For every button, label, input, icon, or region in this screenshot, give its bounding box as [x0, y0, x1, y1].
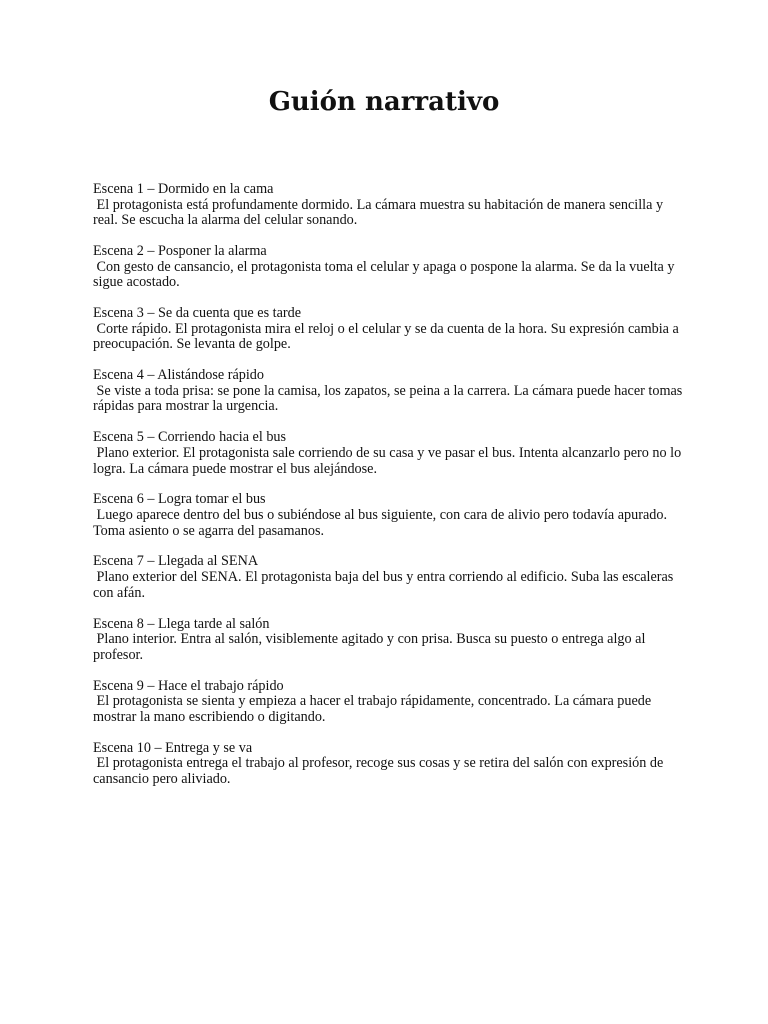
scene-heading: Escena 10 – Entrega y se va [93, 739, 253, 756]
scene-heading: Escena 9 – Hace el trabajo rápido [93, 677, 284, 694]
scene-heading: Escena 7 – Llegada al SENA [93, 553, 259, 570]
scene-item [93, 367, 686, 415]
scene-heading: Escena 4 – Alistándose rápido [93, 367, 264, 384]
scene-item [93, 430, 683, 477]
scene-item [93, 306, 683, 353]
scene-description: Corte rápido. El protagonista mira el reloj o el celular y se da cuenta de la hora. Su expresión cambia a preocupación. Se levanta de golpe. [93, 320, 683, 353]
scene-description: El protagonista está profundamente dormido. La cámara muestra su habitación de manera sencilla y real. Se escucha la alarma del celular sonando. [93, 196, 667, 229]
scene-item [93, 617, 683, 664]
scene-heading: Escena 5 – Corriendo hacia el bus [93, 429, 287, 446]
scene-description: Plano exterior del SENA. El protagonista baja del bus y entra corriendo al edificio. Suba las escaleras con afán. [93, 569, 677, 601]
scene-description: Luego aparece dentro del bus o subiéndose al bus siguiente, con cara de alivio pero todavía apurado. Toma asiento o se agarra del pasamanos. [93, 506, 671, 539]
scene-heading: Escena 3 – Se da cuenta que es tarde [93, 305, 301, 322]
scene-heading: Escena 6 – Logra tomar el bus [93, 491, 266, 508]
scene-description: Plano interior. Entra al salón, visiblemente agitado y con prisa. Busca su puesto o entrega algo al profesor. [93, 631, 649, 663]
scene-item [93, 182, 683, 229]
scene-list [93, 181, 686, 803]
scene-heading: Escena 8 – Llega tarde al salón [93, 615, 270, 632]
scene-description: El protagonista entrega el trabajo al profesor, recoge sus cosas y se retira del salón con expresión de cansancio pero aliviado. [93, 755, 667, 787]
document-title: Guión narrativo [268, 87, 500, 117]
scene-description: Con gesto de cansancio, el protagonista toma el celular y apaga o pospone la alarma. Se da la vuelta y sigue acostado. [93, 258, 679, 291]
scene-description: El protagonista se sienta y empieza a hacer el trabajo rápidamente, concentrado. La cámara puede mostrar la mano escribiendo o digitando. [93, 693, 655, 725]
scene-item [93, 492, 683, 539]
scene-description: Plano exterior. El protagonista sale corriendo de su casa y ve pasar el bus. Intenta alcanzarlo pero no lo logra. La cámara puede mostrar el bus alejándose. [93, 444, 685, 477]
scene-item [93, 244, 683, 291]
scene-item [93, 679, 683, 726]
scene-item [93, 554, 683, 601]
scene-item [93, 741, 683, 788]
scene-heading: Escena 2 – Posponer la alarma [93, 243, 267, 260]
scene-heading: Escena 1 – Dormido en la cama [93, 181, 274, 197]
scene-description: Se viste a toda prisa: se pone la camisa, los zapatos, se peina a la carrera. La cámara puede hacer tomas rápidas para mostrar la urgencia. [93, 382, 686, 415]
